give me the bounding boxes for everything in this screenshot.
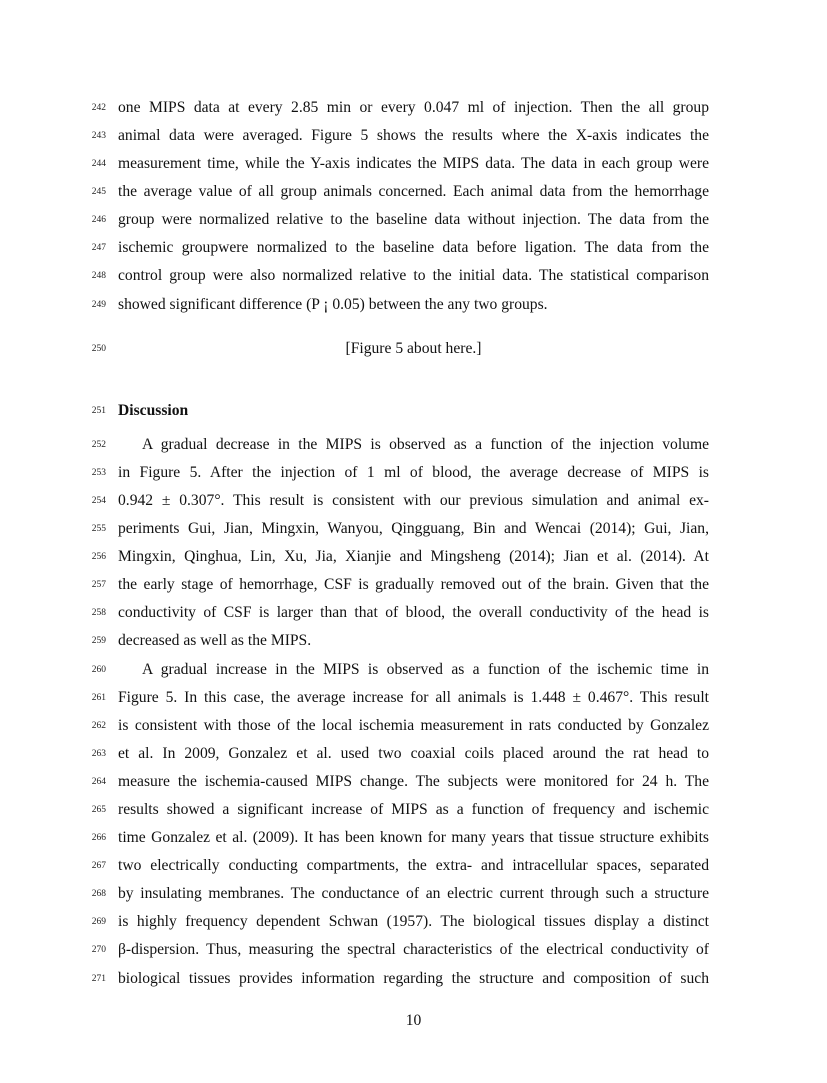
line-number: 242 [91,103,106,113]
line-number: 265 [91,805,106,815]
text-line: is highly frequency dependent Schwan (1957). The biological tissues display a distinct [118,913,709,930]
page-number: 10 [405,1012,422,1029]
line-number: 269 [91,917,106,927]
text-line: results showed a significant increase of MIPS as a function of frequency and ischemic [118,801,709,818]
line-number: 267 [91,861,106,871]
text-line: Figure 5. In this case, the average increase for all animals is 1.448 ± 0.467°. This result [118,689,709,706]
text-line: conductivity of CSF is larger than that of blood, the overall conductivity of the head is [118,604,709,621]
line-number: 270 [91,945,106,955]
line-number: 266 [91,833,106,843]
text-line: A gradual decrease in the MIPS is observed as a function of the injection volume [142,436,709,453]
line-number: 258 [91,608,106,618]
text-line: the early stage of hemorrhage, CSF is gradually removed out of the brain. Given that the [118,576,709,593]
line-number: 255 [91,524,106,534]
text-line: animal data were averaged. Figure 5 shows the results where the X-axis indicates the [118,127,709,144]
text-line: group were normalized relative to the baseline data without injection. The data from the [118,211,709,228]
line-number: 268 [91,889,106,899]
text-line: A gradual increase in the MIPS is observed as a function of the ischemic time in [142,661,709,678]
line-number: 243 [91,131,106,141]
text-line: the average value of all group animals concerned. Each animal data from the hemorrhage [118,183,709,200]
line-number: 262 [91,721,106,731]
line-number: 250 [91,344,106,354]
line-number: 247 [91,243,106,253]
line-number: 245 [91,187,106,197]
text-line: in Figure 5. After the injection of 1 ml of blood, the average decrease of MIPS is [118,464,709,481]
section-heading: Discussion [118,402,189,419]
line-number: 249 [91,300,106,310]
line-number: 246 [91,215,106,225]
text-line: showed significant difference (P ¡ 0.05) between the any two groups. [118,296,548,313]
text-line: periments Gui, Jian, Mingxin, Wanyou, Qingguang, Bin and Wencai (2014); Gui, Jian, [118,520,709,537]
line-number: 264 [91,777,106,787]
line-number: 257 [91,580,106,590]
line-number: 248 [91,271,106,281]
text-line: control group were also normalized relative to the initial data. The statistical comparison [118,267,709,284]
text-line: et al. In 2009, Gonzalez et al. used two coaxial coils placed around the rat head to [118,745,709,762]
text-line: decreased as well as the MIPS. [118,632,312,649]
line-number: 271 [91,974,106,984]
line-number: 251 [91,406,106,416]
line-number: 260 [91,665,106,675]
text-line: by insulating membranes. The conductance of an electric current through such a structure [118,885,709,902]
text-line: β-dispersion. Thus, measuring the spectral characteristics of the electrical conductivity of [118,941,709,958]
text-line: biological tissues provides information regarding the structure and composition of such [118,970,709,987]
text-line: ischemic groupwere normalized to the baseline data before ligation. The data from the [118,239,709,256]
text-line: two electrically conducting compartments, the extra- and intracellular spaces, separated [118,857,709,874]
text-line: Mingxin, Qinghua, Lin, Xu, Jia, Xianjie and Mingsheng (2014); Jian et al. (2014). At [118,548,709,565]
text-line: measurement time, while the Y-axis indicates the MIPS data. The data in each group were [118,155,709,172]
figure-placeholder: [Figure 5 about here.] [345,340,482,357]
text-line: time Gonzalez et al. (2009). It has been known for many years that tissue structure exhibits [118,829,709,846]
text-line: measure the ischemia-caused MIPS change. The subjects were monitored for 24 h. The [118,773,709,790]
line-number: 253 [91,468,106,478]
text-line: is consistent with those of the local ischemia measurement in rats conducted by Gonzalez [118,717,709,734]
text-line: one MIPS data at every 2.85 min or every 0.047 ml of injection. Then the all group [118,99,709,116]
line-number: 256 [91,552,106,562]
line-number: 244 [91,159,106,169]
text-line: 0.942 ± 0.307°. This result is consistent with our previous simulation and animal ex- [118,492,709,509]
line-number: 263 [91,749,106,759]
line-number: 254 [91,496,106,506]
line-number: 252 [91,440,106,450]
line-number: 261 [91,693,106,703]
line-number: 259 [91,636,106,646]
